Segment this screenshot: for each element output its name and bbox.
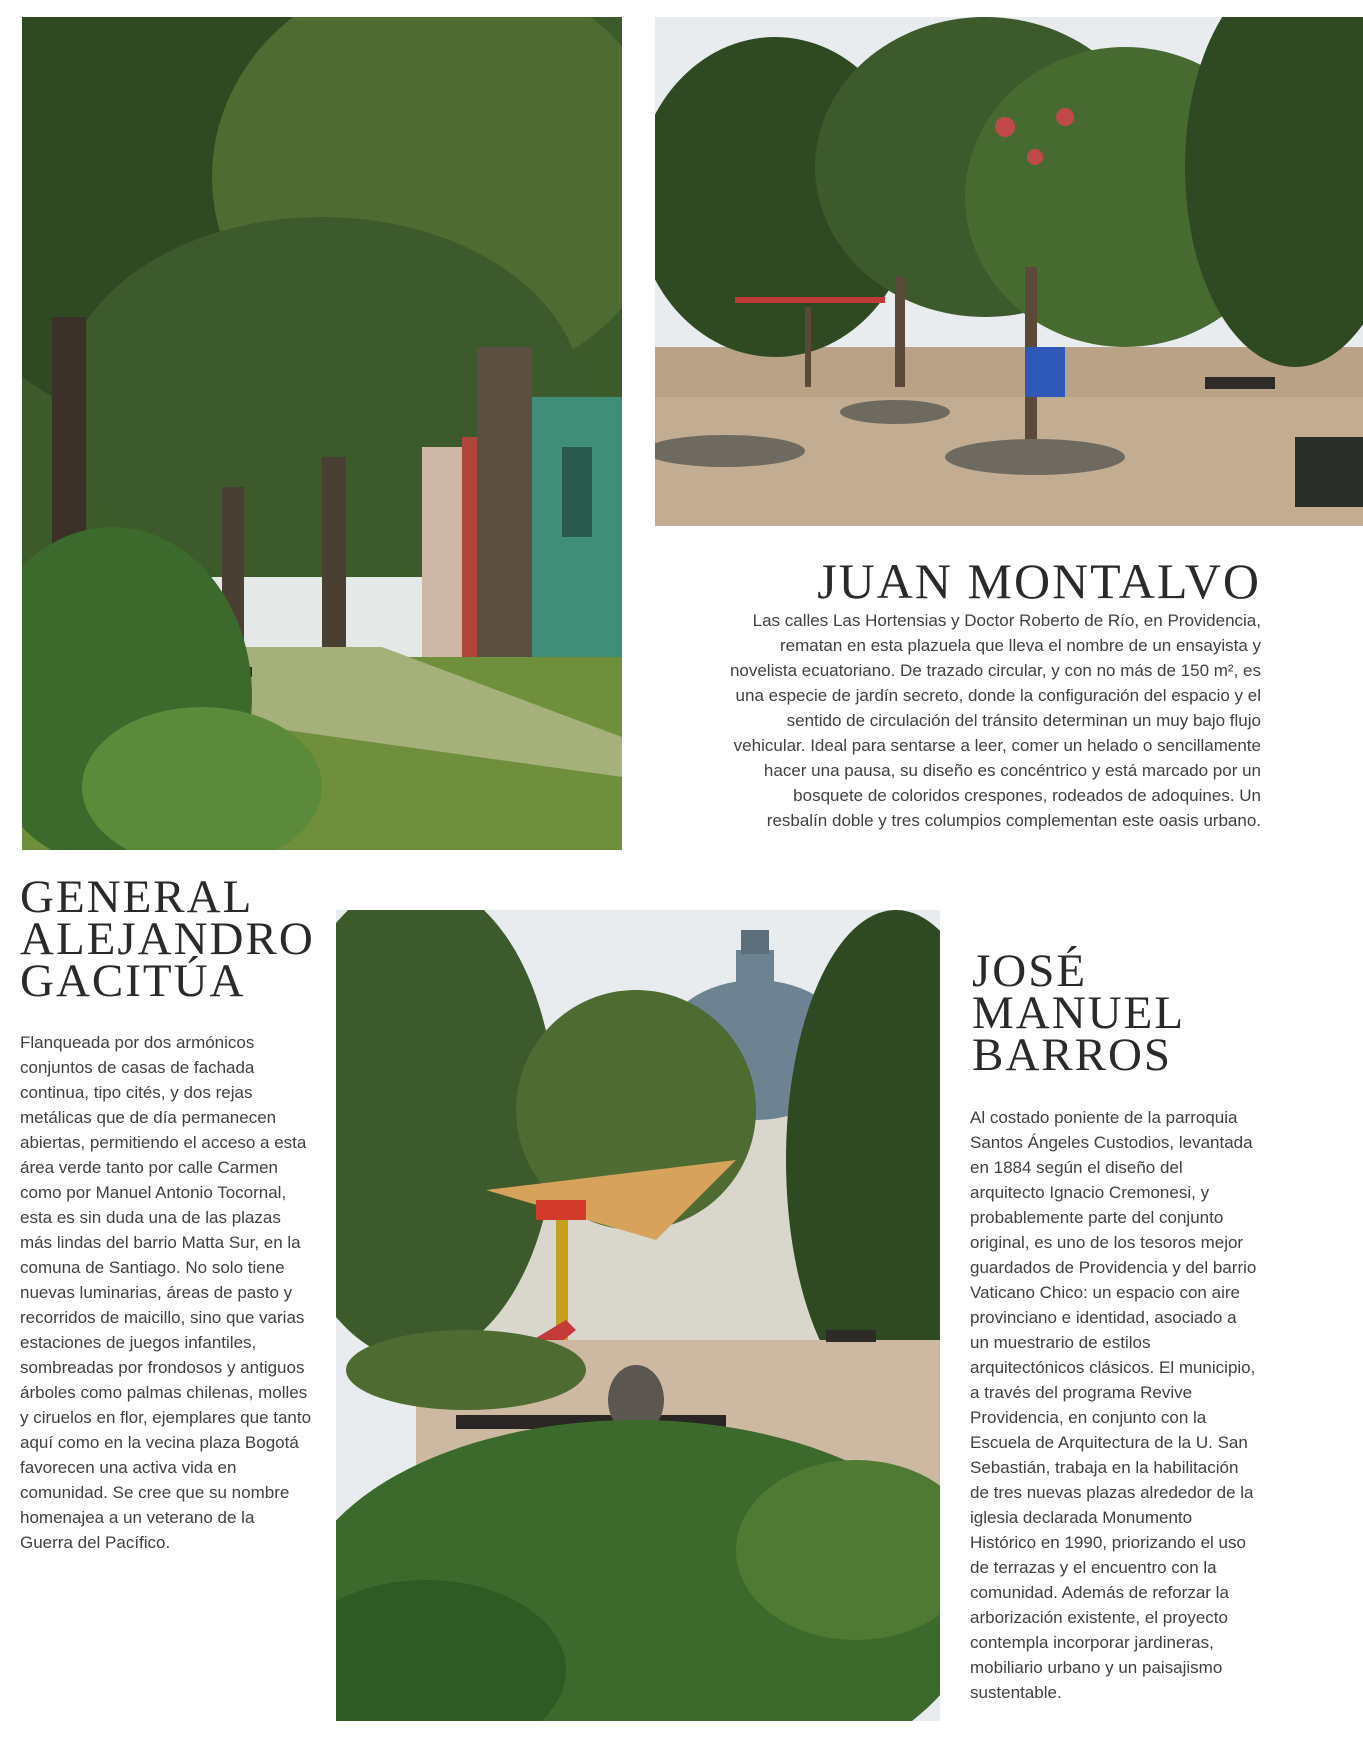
section-body-jose-manuel-barros: Al costado poniente de la parroquia Santos Ángeles Custodios, levantada en 1884 según el diseño del arquitecto Ignacio Cremonesi, y probablemente parte del conjunto original, es uno de los tesoros mejor guardados de Providencia y del barrio Vaticano Chico: un espacio con aire provinciano e identidad, asociado a un muestrario de estilos arquitectónicos clásicos. El municipio, a través del programa Revive Providencia, en conjunto con la Escuela de Arquitectura de la U. San Sebastián, trabaja en la habilitación de tres nuevas plazas alrededor de la iglesia declarada Monumento Histórico en 1990, priorizando el uso de terrazas y el encuentro con la comunidad. Además de reforzar la arborización existente, el proyecto contempla incorporar jardineras, mobiliario urbano y un paisajismo sustentable.	[970, 1108, 1257, 1702]
section-body-juan-montalvo: Las calles Las Hortensias y Doctor Roberto de Río, en Providencia, rematan en esta plazuela que lleva el nombre de un ensayista y novelista ecuatoriano. De trazado circular, y con no más de 150 m², es una especie de jardín secreto, donde la configuración del espacio y el sentido de circulación del tránsito determinan un muy bajo flujo vehicular. Ideal para sentarse a leer, comer un helado o sencillamente hacer una pausa, su diseño es concéntrico y está marcado por un bosquete de coloridos crespones, rodeados de adoquines. Un resbalín doble y tres columpios complementan este oasis urbano.	[729, 611, 1261, 830]
section-title-general-alejandro-gacitua: GENERAL ALEJANDRO GACITÚA	[20, 871, 315, 1007]
section-body-general-alejandro-gacitua: Flanqueada por dos armónicos conjuntos de casas de fachada continua, tipo cités, y dos rejas metálicas que de día permanecen abiertas, permitiendo el acceso a esta área verde tanto por calle Carmen como por Manuel Antonio Tocornal, esta es sin duda una de las plazas más lindas del barrio Matta Sur, en la comuna de Santiago. No solo tiene nuevas luminarias, áreas de pasto y recorridos de maicillo, sino que varias estaciones de juegos infantiles, sombreadas por frondosos y antiguos árboles como palmas chilenas, molles y ciruelos en flor, ejemplares que tanto aquí como en la vecina plaza Bogotá favorecen una activa vida en comunidad. Se cree que su nombre homenajea a un veterano de la Guerra del Pacífico.	[20, 1033, 312, 1552]
photo-circular-plaza	[655, 17, 1363, 526]
photo-church-plaza	[336, 910, 940, 1721]
section-title-juan-montalvo: JUAN MONTALVO	[817, 553, 1261, 609]
section-title-jose-manuel-barros: JOSÉ MANUEL BARROS	[972, 945, 1184, 1081]
photo-tree-lined-alley	[22, 17, 622, 850]
